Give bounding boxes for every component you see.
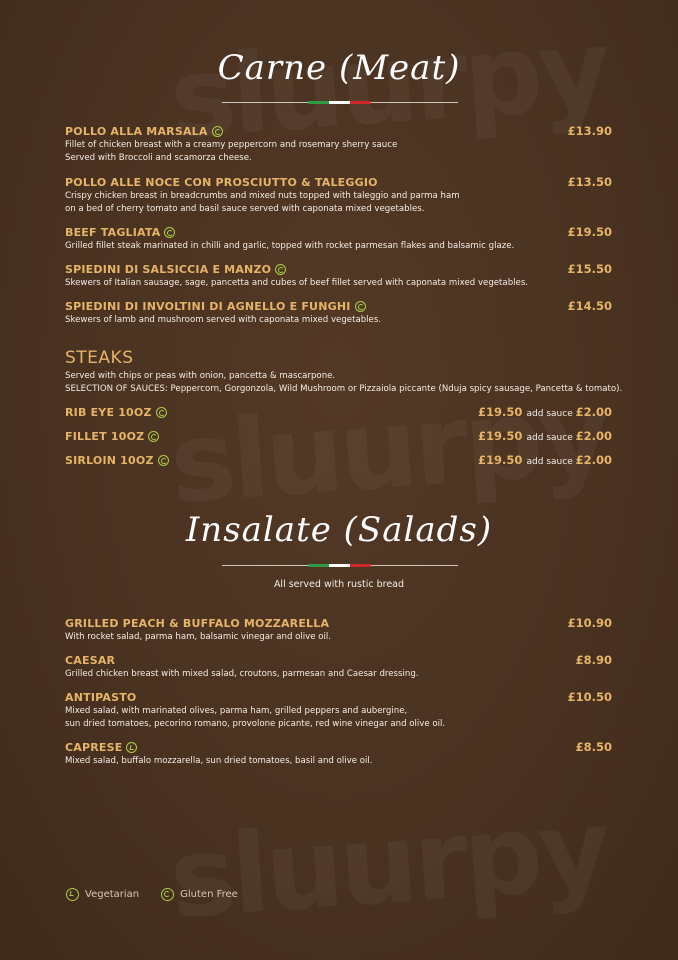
menu-item: [65, 124, 612, 165]
item-description: Skewers of Italian sausage, sage, pancetta and cubes of beef fillet served with caponata mixed vegetables.: [65, 278, 529, 288]
vegetarian-icon: [66, 888, 79, 901]
item-price: £19.50: [478, 405, 523, 419]
item-name: RIB EYE 10OZ: [65, 405, 152, 419]
sauce-price: £2.00: [575, 453, 612, 467]
sauce-price: £2.00: [575, 429, 612, 443]
item-name: FILLET 10OZ: [65, 429, 145, 443]
gluten-free-icon: [164, 227, 175, 238]
steaks-sauces: SELECTION OF SAUCES: Peppercorn, Gorgonzola, Wild Mushroom or Pizzaiola piccante (Nduja spicy sausage, Pancetta & tomato).: [65, 384, 623, 394]
item-name: CAESAR: [65, 653, 116, 667]
item-description: Grilled chicken breast with mixed salad, croutons, parmesan and Caesar dressing.: [65, 669, 419, 679]
gluten-free-icon: [275, 264, 286, 275]
item-price: £19.50: [478, 453, 523, 467]
item-price: £13.50: [567, 175, 612, 189]
item-description: Mixed salad, buffalo mozzarella, sun dried tomatoes, basil and olive oil.: [65, 756, 373, 766]
item-price: £10.50: [567, 690, 612, 704]
item-name: POLLO ALLE NOCE CON PROSCIUTTO & TALEGGIO: [65, 175, 378, 189]
steaks-heading: STEAKS: [65, 348, 134, 368]
item-description: Skewers of lamb and mushroom served with caponata mixed vegetables.: [65, 315, 382, 325]
menu-item: [65, 225, 612, 253]
item-price: £15.50: [567, 262, 612, 276]
menu-item: [65, 616, 612, 644]
menu-item: [65, 262, 612, 290]
legend-vegetarian: Vegetarian: [85, 889, 140, 900]
meat-section-title: Carne (Meat): [217, 48, 461, 88]
italian-flag-stripe: [308, 564, 371, 567]
steak-item: [65, 429, 612, 443]
legend-gluten-free: Gluten Free: [180, 889, 238, 900]
item-description: Mixed salad, with marinated olives, parma ham, grilled peppers and aubergine,: [65, 706, 408, 716]
item-name: GRILLED PEACH & BUFFALO MOZZARELLA: [65, 616, 330, 630]
item-name: SIRLOIN 10OZ: [65, 453, 154, 467]
gluten-free-icon: [148, 431, 159, 442]
menu-item: [65, 690, 612, 731]
italian-flag-stripe: [308, 101, 371, 104]
gluten-free-icon: [156, 407, 167, 418]
salads-section-title: Insalate (Salads): [185, 510, 493, 550]
item-description: on a bed of cherry tomato and basil sauce served with caponata mixed vegetables.: [65, 204, 425, 214]
item-price: £13.90: [567, 124, 612, 138]
item-name: CAPRESE: [65, 740, 123, 754]
item-name: ANTIPASTO: [65, 690, 137, 704]
gluten-free-icon: [212, 126, 223, 137]
item-description: With rocket salad, parma ham, balsamic vinegar and olive oil.: [65, 632, 332, 642]
item-description: Crispy chicken breast in breadcrumbs and mixed nuts topped with taleggio and parma ham: [65, 191, 460, 201]
steaks-description: Served with chips or peas with onion, pancetta & mascarpone.: [65, 371, 336, 381]
sauce-label: add sauce: [526, 433, 573, 443]
dietary-legend: [66, 888, 238, 901]
steak-item: [65, 405, 612, 419]
menu-item: [65, 299, 612, 327]
item-price: £19.50: [567, 225, 612, 239]
sauce-label: add sauce: [526, 409, 573, 419]
item-price: £8.90: [575, 653, 612, 667]
steak-item: [65, 453, 612, 467]
sauce-price: £2.00: [575, 405, 612, 419]
item-description: Served with Broccoli and scamorza cheese.: [65, 153, 252, 163]
item-price: £8.50: [575, 740, 612, 754]
item-name: SPIEDINI DI SALSICCIA E MANZO: [65, 262, 272, 276]
salads-subtitle: All served with rustic bread: [273, 579, 405, 590]
menu-item: [65, 175, 612, 216]
item-price: £10.90: [567, 616, 612, 630]
item-description: sun dried tomatoes, pecorino romano, provolone picante, red wine vinegar and olive oil.: [65, 719, 446, 729]
menu-item: [65, 653, 612, 681]
item-description: Fillet of chicken breast with a creamy peppercorn and rosemary sherry sauce: [65, 140, 398, 150]
item-name: SPIEDINI DI INVOLTINI DI AGNELLO E FUNGHI: [65, 299, 351, 313]
item-name: BEEF TAGLIATA: [65, 225, 161, 239]
gluten-free-icon: [355, 301, 366, 312]
item-price: £14.50: [567, 299, 612, 313]
vegetarian-icon: [126, 742, 137, 753]
item-name: POLLO ALLA MARSALA: [65, 124, 208, 138]
item-description: Grilled fillet steak marinated in chilli and garlic, topped with rocket parmesan flakes and balsamic glaze.: [65, 241, 515, 251]
gluten-free-icon: [158, 455, 169, 466]
menu-item: [65, 740, 612, 768]
item-price: £19.50: [478, 429, 523, 443]
sauce-label: add sauce: [526, 457, 573, 467]
gluten-free-icon: [161, 888, 174, 901]
watermark-logo: [166, 785, 610, 943]
